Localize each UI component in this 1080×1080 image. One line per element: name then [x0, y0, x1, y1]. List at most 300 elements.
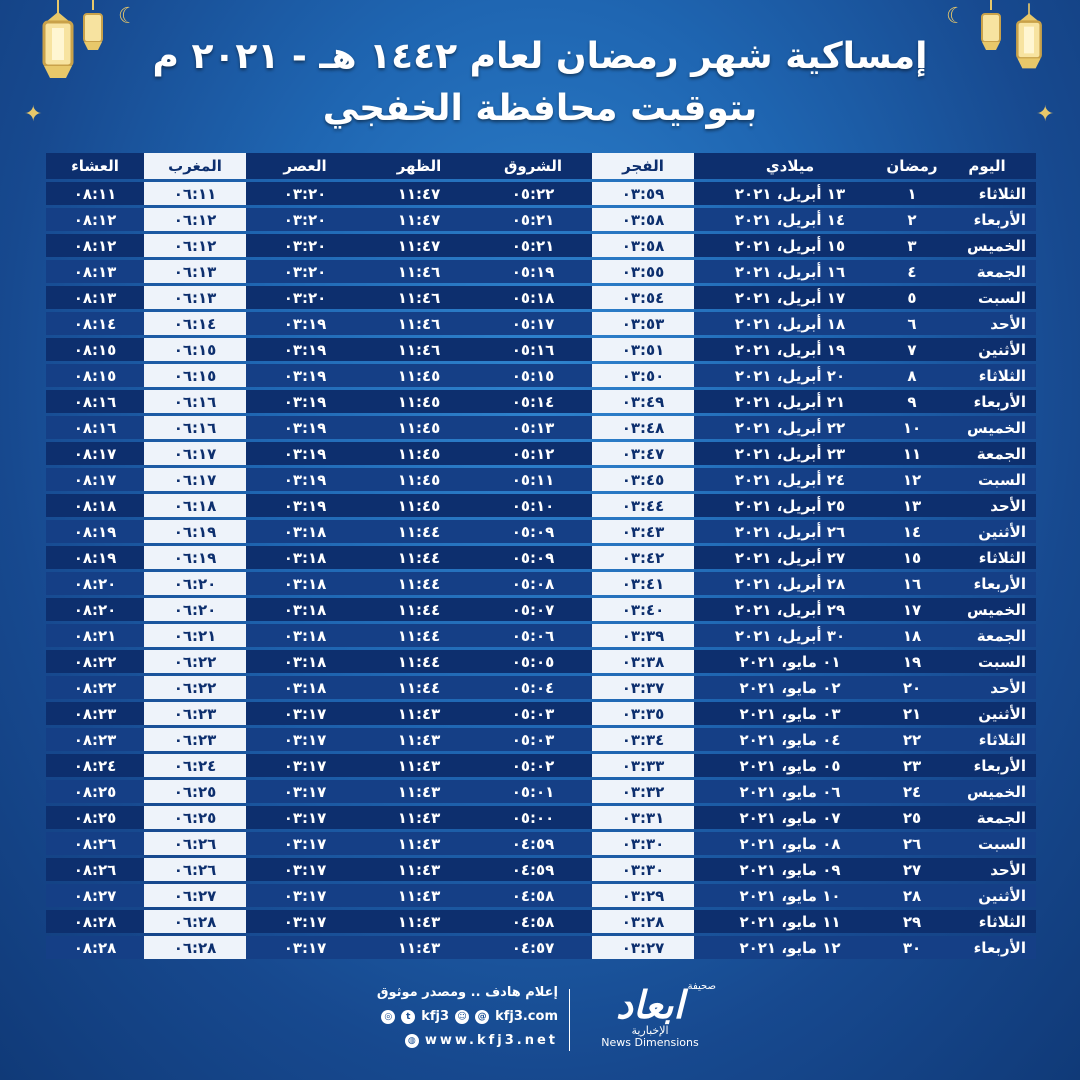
cell-fajr: ٠٣:٤٣ — [592, 520, 694, 543]
cell-shuruq: ٠٥:٠١ — [474, 780, 592, 803]
cell-dhuhr: ١١:٤٦ — [364, 260, 474, 283]
cell-asr: ٠٣:٢٠ — [246, 182, 364, 205]
cell-maghrib: ٠٦:١٣ — [144, 286, 246, 309]
cell-asr: ٠٣:١٨ — [246, 598, 364, 621]
cell-maghrib: ٠٦:٢٣ — [144, 728, 246, 751]
header-isha: العشاء — [46, 153, 144, 179]
cell-shuruq: ٠٥:١٠ — [474, 494, 592, 517]
cell-gregorian: ٢١ أبريل، ٢٠٢١ — [694, 390, 886, 413]
cell-maghrib: ٠٦:١٢ — [144, 234, 246, 257]
cell-fajr: ٠٣:٢٩ — [592, 884, 694, 907]
cell-gregorian: ١٥ أبريل، ٢٠٢١ — [694, 234, 886, 257]
cell-ramadan: ٣ — [886, 234, 938, 257]
cell-ramadan: ٢٠ — [886, 676, 938, 699]
cell-isha: ٠٨:١١ — [46, 182, 144, 205]
table-row — [46, 650, 1036, 673]
footer-slogan: إعلام هادف .. ومصدر موثوق — [376, 985, 558, 1000]
cell-day: الخميس — [938, 234, 1036, 257]
cell-maghrib: ٠٦:١٧ — [144, 468, 246, 491]
cell-dhuhr: ١١:٤٣ — [364, 780, 474, 803]
cell-dhuhr: ١١:٤٤ — [364, 676, 474, 699]
cell-day: الأربعاء — [938, 754, 1036, 777]
cell-isha: ٠٨:١٧ — [46, 468, 144, 491]
cell-isha: ٠٨:١٩ — [46, 546, 144, 569]
cell-shuruq: ٠٤:٥٧ — [474, 936, 592, 959]
cell-asr: ٠٣:١٩ — [246, 338, 364, 361]
cell-dhuhr: ١١:٤٣ — [364, 754, 474, 777]
cell-isha: ٠٨:١٦ — [46, 390, 144, 413]
cell-maghrib: ٠٦:١٩ — [144, 520, 246, 543]
cell-fajr: ٠٣:٣٥ — [592, 702, 694, 725]
cell-day: الأربعاء — [938, 572, 1036, 595]
header-ramadan: رمضان — [886, 153, 938, 179]
table-row — [46, 884, 1036, 907]
cell-ramadan: ٦ — [886, 312, 938, 335]
cell-gregorian: ١٩ أبريل، ٢٠٢١ — [694, 338, 886, 361]
table-row — [46, 754, 1036, 777]
cell-ramadan: ٢١ — [886, 702, 938, 725]
cell-fajr: ٠٣:٣٩ — [592, 624, 694, 647]
cell-fajr: ٠٣:٤٢ — [592, 546, 694, 569]
cell-isha: ٠٨:١٣ — [46, 260, 144, 283]
cell-shuruq: ٠٥:٠٤ — [474, 676, 592, 699]
cell-ramadan: ٩ — [886, 390, 938, 413]
table-row — [46, 338, 1036, 361]
cell-day: الأربعاء — [938, 936, 1036, 959]
cell-isha: ٠٨:٢٣ — [46, 702, 144, 725]
cell-maghrib: ٠٦:١٤ — [144, 312, 246, 335]
cell-isha: ٠٨:٢٥ — [46, 806, 144, 829]
cell-fajr: ٠٣:٤١ — [592, 572, 694, 595]
cell-asr: ٠٣:١٩ — [246, 364, 364, 387]
cell-ramadan: ٢٣ — [886, 754, 938, 777]
cell-maghrib: ٠٦:٢٨ — [144, 910, 246, 933]
website-link[interactable]: www.kfj3.net — [424, 1033, 558, 1048]
cell-gregorian: ١٦ أبريل، ٢٠٢١ — [694, 260, 886, 283]
cell-maghrib: ٠٦:٢٠ — [144, 598, 246, 621]
table-row — [46, 182, 1036, 205]
cell-shuruq: ٠٥:١٤ — [474, 390, 592, 413]
cell-isha: ٠٨:١٨ — [46, 494, 144, 517]
cell-dhuhr: ١١:٤٣ — [364, 858, 474, 881]
cell-maghrib: ٠٦:٢٠ — [144, 572, 246, 595]
cell-day: الأربعاء — [938, 390, 1036, 413]
cell-dhuhr: ١١:٤٥ — [364, 390, 474, 413]
cell-gregorian: ٢٣ أبريل، ٢٠٢١ — [694, 442, 886, 465]
cell-ramadan: ٢٦ — [886, 832, 938, 855]
cell-day: الجمعة — [938, 442, 1036, 465]
cell-isha: ٠٨:١٩ — [46, 520, 144, 543]
cell-asr: ٠٣:١٧ — [246, 858, 364, 881]
cell-day: السبت — [938, 650, 1036, 673]
table-row — [46, 468, 1036, 491]
cell-day: الجمعة — [938, 806, 1036, 829]
cell-isha: ٠٨:٢٠ — [46, 572, 144, 595]
page-title: إمساكية شهر رمضان لعام ١٤٤٢ هـ - ٢٠٢١ م — [152, 36, 928, 77]
cell-gregorian: ٣٠ أبريل، ٢٠٢١ — [694, 624, 886, 647]
cell-dhuhr: ١١:٤٤ — [364, 572, 474, 595]
cell-shuruq: ٠٤:٥٩ — [474, 832, 592, 855]
cell-dhuhr: ١١:٤٧ — [364, 234, 474, 257]
cell-fajr: ٠٣:٣٧ — [592, 676, 694, 699]
social-handle-2[interactable]: kfj3.com — [495, 1009, 558, 1024]
table-row — [46, 364, 1036, 387]
cell-dhuhr: ١١:٤٤ — [364, 650, 474, 673]
cell-gregorian: ٢٢ أبريل، ٢٠٢١ — [694, 416, 886, 439]
cell-ramadan: ١ — [886, 182, 938, 205]
cell-dhuhr: ١١:٤٣ — [364, 884, 474, 907]
cell-maghrib: ٠٦:٢٣ — [144, 702, 246, 725]
cell-asr: ٠٣:١٨ — [246, 546, 364, 569]
cell-shuruq: ٠٥:١٥ — [474, 364, 592, 387]
cell-maghrib: ٠٦:٢٤ — [144, 754, 246, 777]
cell-dhuhr: ١١:٤٤ — [364, 624, 474, 647]
cell-asr: ٠٣:١٧ — [246, 728, 364, 751]
cell-isha: ٠٨:٢٦ — [46, 832, 144, 855]
logo-english-sub: News Dimensions — [601, 1036, 699, 1049]
cell-day: الأحد — [938, 676, 1036, 699]
table-row — [46, 520, 1036, 543]
cell-day: الأثنين — [938, 520, 1036, 543]
cell-gregorian: ٠٨ مايو، ٢٠٢١ — [694, 832, 886, 855]
cell-shuruq: ٠٤:٥٨ — [474, 910, 592, 933]
cell-maghrib: ٠٦:٢٦ — [144, 858, 246, 881]
table-row — [46, 910, 1036, 933]
cell-dhuhr: ١١:٤٣ — [364, 832, 474, 855]
cell-day: الأثنين — [938, 338, 1036, 361]
footer-divider — [569, 989, 570, 1051]
cell-shuruq: ٠٥:٠٨ — [474, 572, 592, 595]
header-asr: العصر — [246, 153, 364, 179]
cell-fajr: ٠٣:٥٨ — [592, 208, 694, 231]
table-row — [46, 832, 1036, 855]
cell-gregorian: ١١ مايو، ٢٠٢١ — [694, 910, 886, 933]
cell-ramadan: ٢٧ — [886, 858, 938, 881]
cell-isha: ٠٨:٢٢ — [46, 676, 144, 699]
cell-gregorian: ٢٥ أبريل، ٢٠٢١ — [694, 494, 886, 517]
cell-asr: ٠٣:١٧ — [246, 832, 364, 855]
cell-gregorian: ٠٢ مايو، ٢٠٢١ — [694, 676, 886, 699]
cell-fajr: ٠٣:٥٠ — [592, 364, 694, 387]
cell-gregorian: ١٨ أبريل، ٢٠٢١ — [694, 312, 886, 335]
cell-ramadan: ٨ — [886, 364, 938, 387]
cell-isha: ٠٨:٢٧ — [46, 884, 144, 907]
cell-isha: ٠٨:١٢ — [46, 234, 144, 257]
cell-shuruq: ٠٥:٠٩ — [474, 546, 592, 569]
cell-day: الخميس — [938, 598, 1036, 621]
logo-arabic-sub: الإخبارية — [631, 1024, 669, 1037]
cell-gregorian: ٢٤ أبريل، ٢٠٢١ — [694, 468, 886, 491]
cell-fajr: ٠٣:٥١ — [592, 338, 694, 361]
cell-ramadan: ١٩ — [886, 650, 938, 673]
cell-isha: ٠٨:٢٨ — [46, 936, 144, 959]
cell-shuruq: ٠٥:٠٧ — [474, 598, 592, 621]
cell-dhuhr: ١١:٤٥ — [364, 468, 474, 491]
cell-fajr: ٠٣:٥٤ — [592, 286, 694, 309]
cell-isha: ٠٨:٢٢ — [46, 650, 144, 673]
cell-shuruq: ٠٤:٥٨ — [474, 884, 592, 907]
cell-ramadan: ١٥ — [886, 546, 938, 569]
cell-asr: ٠٣:١٨ — [246, 650, 364, 673]
table-row — [46, 598, 1036, 621]
cell-ramadan: ٥ — [886, 286, 938, 309]
header-day: اليوم — [938, 153, 1036, 179]
cell-asr: ٠٣:١٩ — [246, 468, 364, 491]
cell-shuruq: ٠٥:٢٢ — [474, 182, 592, 205]
cell-shuruq: ٠٥:٢١ — [474, 208, 592, 231]
cell-gregorian: ١٢ مايو، ٢٠٢١ — [694, 936, 886, 959]
cell-asr: ٠٣:١٧ — [246, 702, 364, 725]
cell-day: الجمعة — [938, 260, 1036, 283]
cell-fajr: ٠٣:٢٨ — [592, 910, 694, 933]
crescent-moon-icon: ☾ — [118, 4, 138, 29]
table-row — [46, 728, 1036, 751]
table-row — [46, 572, 1036, 595]
cell-dhuhr: ١١:٤٤ — [364, 546, 474, 569]
cell-fajr: ٠٣:٤٨ — [592, 416, 694, 439]
crescent-moon-icon: ☾ — [946, 4, 966, 29]
cell-gregorian: ٢٧ أبريل، ٢٠٢١ — [694, 546, 886, 569]
cell-ramadan: ٢٤ — [886, 780, 938, 803]
cell-asr: ٠٣:٢٠ — [246, 234, 364, 257]
header-dhuhr: الظهر — [364, 153, 474, 179]
cell-gregorian: ٠١ مايو، ٢٠٢١ — [694, 650, 886, 673]
logo-wordmark: ابعاد — [616, 983, 684, 1027]
social-handle-1[interactable]: kfj3 — [421, 1009, 450, 1024]
star-icon: ✦ — [1036, 102, 1055, 127]
cell-ramadan: ١٣ — [886, 494, 938, 517]
cell-maghrib: ٠٦:١٥ — [144, 338, 246, 361]
cell-day: الثلاثاء — [938, 910, 1036, 933]
cell-dhuhr: ١١:٤٣ — [364, 702, 474, 725]
cell-shuruq: ٠٥:١٣ — [474, 416, 592, 439]
cell-ramadan: ٢٩ — [886, 910, 938, 933]
cell-gregorian: ١٠ مايو، ٢٠٢١ — [694, 884, 886, 907]
cell-gregorian: ٢٨ أبريل، ٢٠٢١ — [694, 572, 886, 595]
cell-isha: ٠٨:٢٠ — [46, 598, 144, 621]
cell-fajr: ٠٣:٤٥ — [592, 468, 694, 491]
cell-gregorian: ٠٣ مايو، ٢٠٢١ — [694, 702, 886, 725]
table-row — [46, 260, 1036, 283]
cell-fajr: ٠٣:٣٠ — [592, 832, 694, 855]
twitter-icon[interactable]: t — [401, 1010, 415, 1024]
cell-dhuhr: ١١:٤٥ — [364, 416, 474, 439]
table-row — [46, 312, 1036, 335]
cell-ramadan: ٢٢ — [886, 728, 938, 751]
cell-maghrib: ٠٦:١١ — [144, 182, 246, 205]
social-links — [381, 1009, 558, 1024]
cell-isha: ٠٨:٢٣ — [46, 728, 144, 751]
website-line — [405, 1033, 558, 1048]
cell-day: الخميس — [938, 416, 1036, 439]
cell-ramadan: ٢٥ — [886, 806, 938, 829]
table-row — [46, 416, 1036, 439]
table-row — [46, 286, 1036, 309]
cell-maghrib: ٠٦:١٣ — [144, 260, 246, 283]
cell-fajr: ٠٣:٤٠ — [592, 598, 694, 621]
cell-fajr: ٠٣:٥٩ — [592, 182, 694, 205]
cell-shuruq: ٠٥:٠٠ — [474, 806, 592, 829]
cell-dhuhr: ١١:٤٣ — [364, 910, 474, 933]
table-row — [46, 780, 1036, 803]
cell-asr: ٠٣:١٩ — [246, 442, 364, 465]
cell-dhuhr: ١١:٤٦ — [364, 312, 474, 335]
star-icon: ✦ — [24, 102, 43, 127]
logo-label: صحيفة — [687, 981, 716, 992]
cell-day: الثلاثاء — [938, 546, 1036, 569]
cell-shuruq: ٠٤:٥٩ — [474, 858, 592, 881]
globe-icon: ◍ — [405, 1034, 419, 1048]
cell-gregorian: ٠٤ مايو، ٢٠٢١ — [694, 728, 886, 751]
cell-shuruq: ٠٥:١٨ — [474, 286, 592, 309]
cell-dhuhr: ١١:٤٥ — [364, 494, 474, 517]
cell-isha: ٠٨:٢٦ — [46, 858, 144, 881]
table-row — [46, 234, 1036, 257]
cell-gregorian: ١٣ أبريل، ٢٠٢١ — [694, 182, 886, 205]
header-gregorian: ميلادي — [694, 153, 886, 179]
cell-dhuhr: ١١:٤٧ — [364, 208, 474, 231]
cell-dhuhr: ١١:٤٧ — [364, 182, 474, 205]
table-row — [46, 806, 1036, 829]
cell-day: السبت — [938, 832, 1036, 855]
cell-day: الثلاثاء — [938, 364, 1036, 387]
cell-gregorian: ٠٥ مايو، ٢٠٢١ — [694, 754, 886, 777]
table-row — [46, 702, 1036, 725]
cell-day: الخميس — [938, 780, 1036, 803]
cell-asr: ٠٣:١٧ — [246, 884, 364, 907]
cell-maghrib: ٠٦:٢٦ — [144, 832, 246, 855]
cell-dhuhr: ١١:٤٤ — [364, 598, 474, 621]
cell-ramadan: ١٨ — [886, 624, 938, 647]
cell-isha: ٠٨:٢١ — [46, 624, 144, 647]
cell-ramadan: ٢٨ — [886, 884, 938, 907]
cell-ramadan: ١٢ — [886, 468, 938, 491]
cell-gregorian: ٢٠ أبريل، ٢٠٢١ — [694, 364, 886, 387]
cell-fajr: ٠٣:٣٤ — [592, 728, 694, 751]
cell-ramadan: ١٦ — [886, 572, 938, 595]
cell-asr: ٠٣:١٧ — [246, 936, 364, 959]
table-row — [46, 208, 1036, 231]
cell-asr: ٠٣:٢٠ — [246, 208, 364, 231]
header-fajr: الفجر — [592, 153, 694, 179]
cell-maghrib: ٠٦:١٦ — [144, 390, 246, 413]
cell-dhuhr: ١١:٤٣ — [364, 728, 474, 751]
cell-shuruq: ٠٥:٠٥ — [474, 650, 592, 673]
cell-ramadan: ٤ — [886, 260, 938, 283]
cell-asr: ٠٣:١٩ — [246, 494, 364, 517]
cell-shuruq: ٠٥:٢١ — [474, 234, 592, 257]
cell-fajr: ٠٣:٣٢ — [592, 780, 694, 803]
cell-asr: ٠٣:١٩ — [246, 416, 364, 439]
cell-shuruq: ٠٥:٠٦ — [474, 624, 592, 647]
cell-day: الأثنين — [938, 702, 1036, 725]
cell-ramadan: ٢ — [886, 208, 938, 231]
cell-shuruq: ٠٥:٠٣ — [474, 702, 592, 725]
cell-day: السبت — [938, 286, 1036, 309]
cell-ramadan: ١٠ — [886, 416, 938, 439]
cell-isha: ٠٨:١٧ — [46, 442, 144, 465]
cell-gregorian: ١٤ أبريل، ٢٠٢١ — [694, 208, 886, 231]
cell-maghrib: ٠٦:٢٢ — [144, 676, 246, 699]
cell-maghrib: ٠٦:١٧ — [144, 442, 246, 465]
cell-day: الثلاثاء — [938, 728, 1036, 751]
cell-gregorian: ٢٦ أبريل، ٢٠٢١ — [694, 520, 886, 543]
cell-fajr: ٠٣:٣٨ — [592, 650, 694, 673]
cell-dhuhr: ١١:٤٥ — [364, 442, 474, 465]
table-header — [46, 153, 1036, 179]
cell-maghrib: ٠٦:١٥ — [144, 364, 246, 387]
cell-gregorian: ٠٩ مايو، ٢٠٢١ — [694, 858, 886, 881]
table-row — [46, 676, 1036, 699]
cell-day: الجمعة — [938, 624, 1036, 647]
cell-shuruq: ٠٥:١٧ — [474, 312, 592, 335]
cell-fajr: ٠٣:٥٨ — [592, 234, 694, 257]
table-row — [46, 936, 1036, 959]
cell-shuruq: ٠٥:١٢ — [474, 442, 592, 465]
cell-asr: ٠٣:١٨ — [246, 520, 364, 543]
cell-asr: ٠٣:١٧ — [246, 754, 364, 777]
cell-asr: ٠٣:١٨ — [246, 624, 364, 647]
cell-dhuhr: ١١:٤٦ — [364, 286, 474, 309]
cell-isha: ٠٨:١٥ — [46, 364, 144, 387]
cell-maghrib: ٠٦:٢٥ — [144, 780, 246, 803]
cell-day: الأحد — [938, 858, 1036, 881]
cell-maghrib: ٠٦:٢١ — [144, 624, 246, 647]
cell-maghrib: ٠٦:٢٧ — [144, 884, 246, 907]
cell-maghrib: ٠٦:٢٨ — [144, 936, 246, 959]
cell-ramadan: ٣٠ — [886, 936, 938, 959]
cell-shuruq: ٠٥:٠٣ — [474, 728, 592, 751]
cell-asr: ٠٣:١٩ — [246, 390, 364, 413]
cell-maghrib: ٠٦:١٦ — [144, 416, 246, 439]
cell-maghrib: ٠٦:٢٢ — [144, 650, 246, 673]
web-icon[interactable]: @ — [475, 1010, 489, 1024]
cell-gregorian: ٢٩ أبريل، ٢٠٢١ — [694, 598, 886, 621]
cell-asr: ٠٣:٢٠ — [246, 286, 364, 309]
cell-isha: ٠٨:١٦ — [46, 416, 144, 439]
cell-shuruq: ٠٥:٠٩ — [474, 520, 592, 543]
table-row — [46, 546, 1036, 569]
cell-asr: ٠٣:١٨ — [246, 676, 364, 699]
cell-fajr: ٠٣:٤٤ — [592, 494, 694, 517]
cell-isha: ٠٨:٢٤ — [46, 754, 144, 777]
cell-dhuhr: ١١:٤٦ — [364, 338, 474, 361]
cell-asr: ٠٣:٢٠ — [246, 260, 364, 283]
page-subtitle: بتوقيت محافظة الخفجي — [322, 88, 758, 129]
cell-day: الأثنين — [938, 884, 1036, 907]
cell-isha: ٠٨:٢٨ — [46, 910, 144, 933]
table-row — [46, 390, 1036, 413]
snapchat-icon[interactable]: ☺ — [455, 1010, 469, 1024]
cell-fajr: ٠٣:٥٥ — [592, 260, 694, 283]
cell-fajr: ٠٣:٣١ — [592, 806, 694, 829]
cell-isha: ٠٨:١٥ — [46, 338, 144, 361]
cell-asr: ٠٣:١٨ — [246, 572, 364, 595]
cell-maghrib: ٠٦:٢٥ — [144, 806, 246, 829]
instagram-icon[interactable]: ◎ — [381, 1010, 395, 1024]
cell-gregorian: ٠٧ مايو، ٢٠٢١ — [694, 806, 886, 829]
table-row — [46, 858, 1036, 881]
prayer-times-table — [46, 150, 1036, 962]
cell-asr: ٠٣:١٩ — [246, 312, 364, 335]
cell-ramadan: ١١ — [886, 442, 938, 465]
cell-ramadan: ١٧ — [886, 598, 938, 621]
cell-ramadan: ٧ — [886, 338, 938, 361]
table-row — [46, 442, 1036, 465]
table-row — [46, 494, 1036, 517]
cell-gregorian: ١٧ أبريل، ٢٠٢١ — [694, 286, 886, 309]
header-maghrib: المغرب — [144, 153, 246, 179]
